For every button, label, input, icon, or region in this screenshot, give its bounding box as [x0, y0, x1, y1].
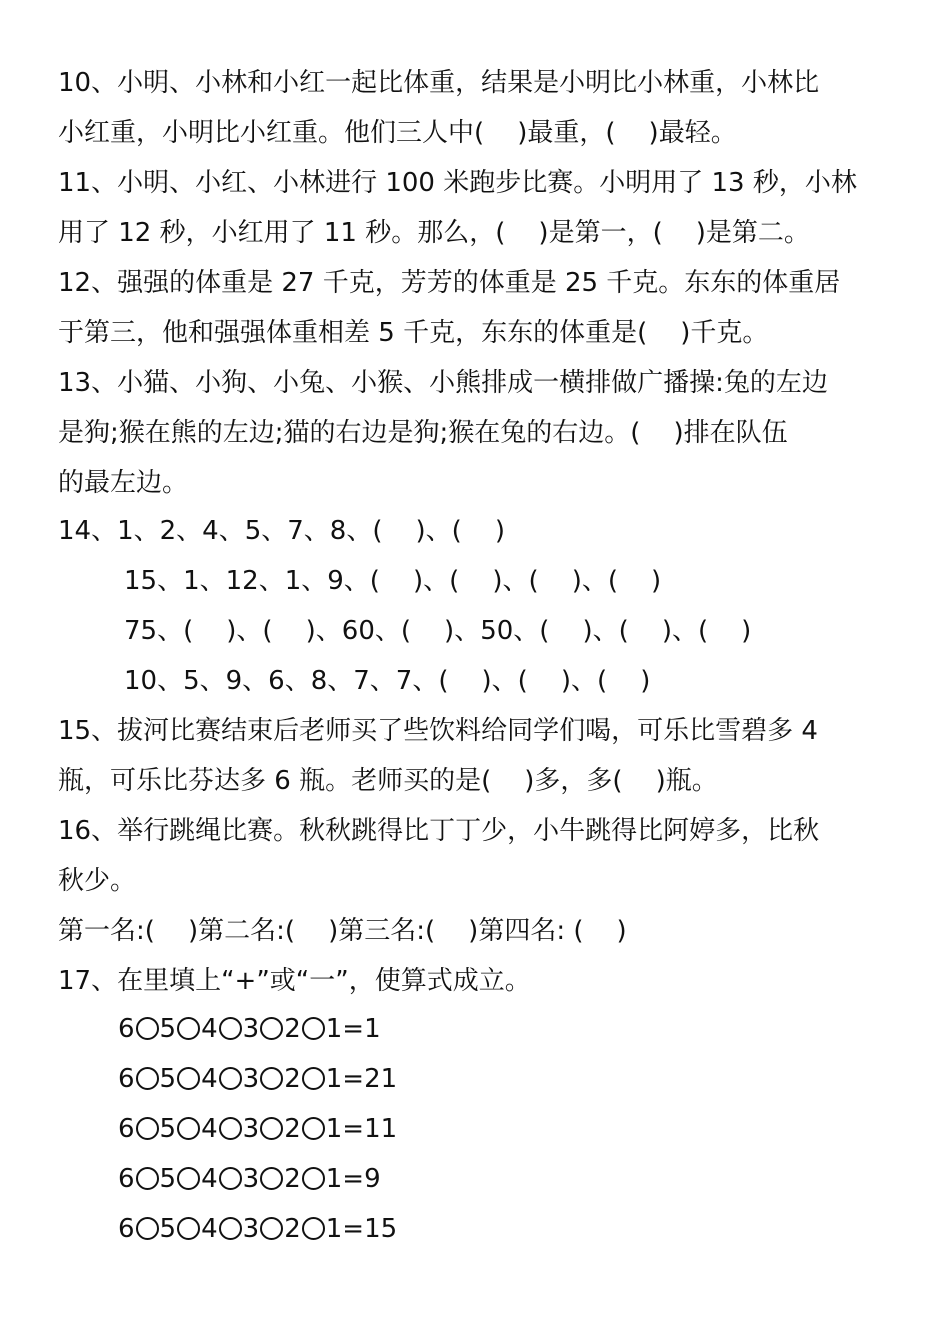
operator-blank-circle[interactable] — [219, 1167, 242, 1190]
equation-number: 4 — [201, 1114, 218, 1144]
operator-blank-circle[interactable] — [177, 1217, 200, 1240]
question-13-line-1: 13、小猫、小狗、小兔、小猴、小熊排成一横排做广播操:兔的左边 — [58, 368, 828, 398]
equation-number: 1 — [325, 1014, 343, 1044]
equation-row — [118, 1013, 381, 1045]
question-16-line-2: 秋少。 — [58, 866, 137, 896]
operator-blank-circle[interactable] — [260, 1067, 283, 1090]
equation-result: =9 — [342, 1164, 381, 1194]
operator-blank-circle[interactable] — [177, 1017, 200, 1040]
operator-blank-circle[interactable] — [136, 1167, 159, 1190]
question-13-line-3: 的最左边。 — [58, 468, 189, 498]
question-16-line-1: 16、举行跳绳比赛。秋秋跳得比丁丁少，小牛跳得比阿婷多，比秋 — [58, 816, 820, 846]
operator-blank-circle[interactable] — [260, 1017, 283, 1040]
operator-blank-circle[interactable] — [302, 1017, 325, 1040]
ranking-answer-line: 第一名:( )第二名:( )第三名:( )第四名: ( ) — [58, 916, 627, 946]
equation-number: 2 — [284, 1214, 301, 1244]
operator-blank-circle[interactable] — [302, 1167, 325, 1190]
operator-blank-circle[interactable] — [260, 1117, 283, 1140]
equation-result: =1 — [342, 1014, 381, 1044]
operator-blank-circle[interactable] — [302, 1217, 325, 1240]
equation-number: 3 — [242, 1114, 260, 1144]
equation-number: 4 — [201, 1164, 218, 1194]
equation-number: 4 — [201, 1014, 218, 1044]
equation-number: 5 — [159, 1064, 177, 1094]
equation-number: 3 — [242, 1214, 260, 1244]
operator-blank-circle[interactable] — [219, 1217, 242, 1240]
equation-number: 2 — [284, 1114, 301, 1144]
equation-number: 1 — [325, 1064, 343, 1094]
equation-result: =21 — [342, 1064, 398, 1094]
question-12-line-2: 于第三，他和强强体重相差 5 千克，东东的体重是( )千克。 — [58, 318, 769, 348]
operator-blank-circle[interactable] — [219, 1067, 242, 1090]
equation-number: 1 — [325, 1114, 343, 1144]
equation-number: 6 — [118, 1214, 135, 1244]
equation-number: 2 — [284, 1064, 301, 1094]
equation-number: 1 — [325, 1214, 343, 1244]
equation-number: 5 — [159, 1214, 177, 1244]
question-15-line-1: 15、拔河比赛结束后老师买了些饮料给同学们喝，可乐比雪碧多 4 — [58, 716, 818, 746]
equation-result: =11 — [342, 1114, 398, 1144]
question-13-line-2: 是狗;猴在熊的左边;猫的右边是狗;猴在兔的右边。( )排在队伍 — [58, 418, 788, 448]
equation-number: 4 — [201, 1064, 218, 1094]
equation-number: 5 — [159, 1114, 177, 1144]
question-11-line-1: 11、小明、小红、小林进行 100 米跑步比赛。小明用了 13 秒，小林 — [58, 168, 857, 198]
operator-blank-circle[interactable] — [136, 1217, 159, 1240]
operator-blank-circle[interactable] — [260, 1167, 283, 1190]
equation-row — [118, 1213, 397, 1245]
equation-number: 1 — [325, 1164, 343, 1194]
equation-number: 2 — [284, 1164, 301, 1194]
sequence-line-3: 75、( )、( )、60、( )、50、( )、( )、( ) — [124, 616, 752, 646]
equation-number: 6 — [118, 1014, 135, 1044]
operator-blank-circle[interactable] — [136, 1017, 159, 1040]
sequence-line-4: 10、5、9、6、8、7、7、( )、( )、( ) — [124, 666, 651, 696]
question-10-line-2: 小红重，小明比小红重。他们三人中( )最重，( )最轻。 — [58, 118, 737, 148]
operator-blank-circle[interactable] — [136, 1067, 159, 1090]
sequence-line-1: 14、1、2、4、5、7、8、( )、( ) — [58, 516, 506, 546]
equation-number: 5 — [159, 1164, 177, 1194]
operator-blank-circle[interactable] — [177, 1117, 200, 1140]
equation-number: 3 — [242, 1164, 260, 1194]
equation-row — [118, 1063, 397, 1095]
equation-result: =15 — [342, 1214, 398, 1244]
equation-number: 6 — [118, 1164, 135, 1194]
equation-number: 3 — [242, 1014, 260, 1044]
operator-blank-circle[interactable] — [219, 1017, 242, 1040]
sequence-line-2: 15、1、12、1、9、( )、( )、( )、( ) — [124, 566, 662, 596]
question-17-line: 17、在里填上“+”或“一”，使算式成立。 — [58, 966, 531, 996]
equation-row — [118, 1163, 381, 1195]
operator-blank-circle[interactable] — [136, 1117, 159, 1140]
question-11-line-2: 用了 12 秒，小红用了 11 秒。那么，( )是第一，( )是第二。 — [58, 218, 810, 248]
operator-blank-circle[interactable] — [219, 1117, 242, 1140]
equation-row — [118, 1113, 397, 1145]
operator-blank-circle[interactable] — [177, 1167, 200, 1190]
equation-number: 5 — [159, 1014, 177, 1044]
equation-number: 3 — [242, 1064, 260, 1094]
equation-number: 6 — [118, 1114, 135, 1144]
operator-blank-circle[interactable] — [260, 1217, 283, 1240]
equation-number: 2 — [284, 1014, 301, 1044]
question-15-line-2: 瓶，可乐比芬达多 6 瓶。老师买的是( )多，多( )瓶。 — [58, 766, 718, 796]
equation-number: 4 — [201, 1214, 218, 1244]
operator-blank-circle[interactable] — [302, 1117, 325, 1140]
operator-blank-circle[interactable] — [177, 1067, 200, 1090]
question-12-line-1: 12、强强的体重是 27 千克，芳芳的体重是 25 千克。东东的体重居 — [58, 268, 841, 298]
question-10-line-1: 10、小明、小林和小红一起比体重，结果是小明比小林重，小林比 — [58, 68, 820, 98]
operator-blank-circle[interactable] — [302, 1067, 325, 1090]
equation-number: 6 — [118, 1064, 135, 1094]
